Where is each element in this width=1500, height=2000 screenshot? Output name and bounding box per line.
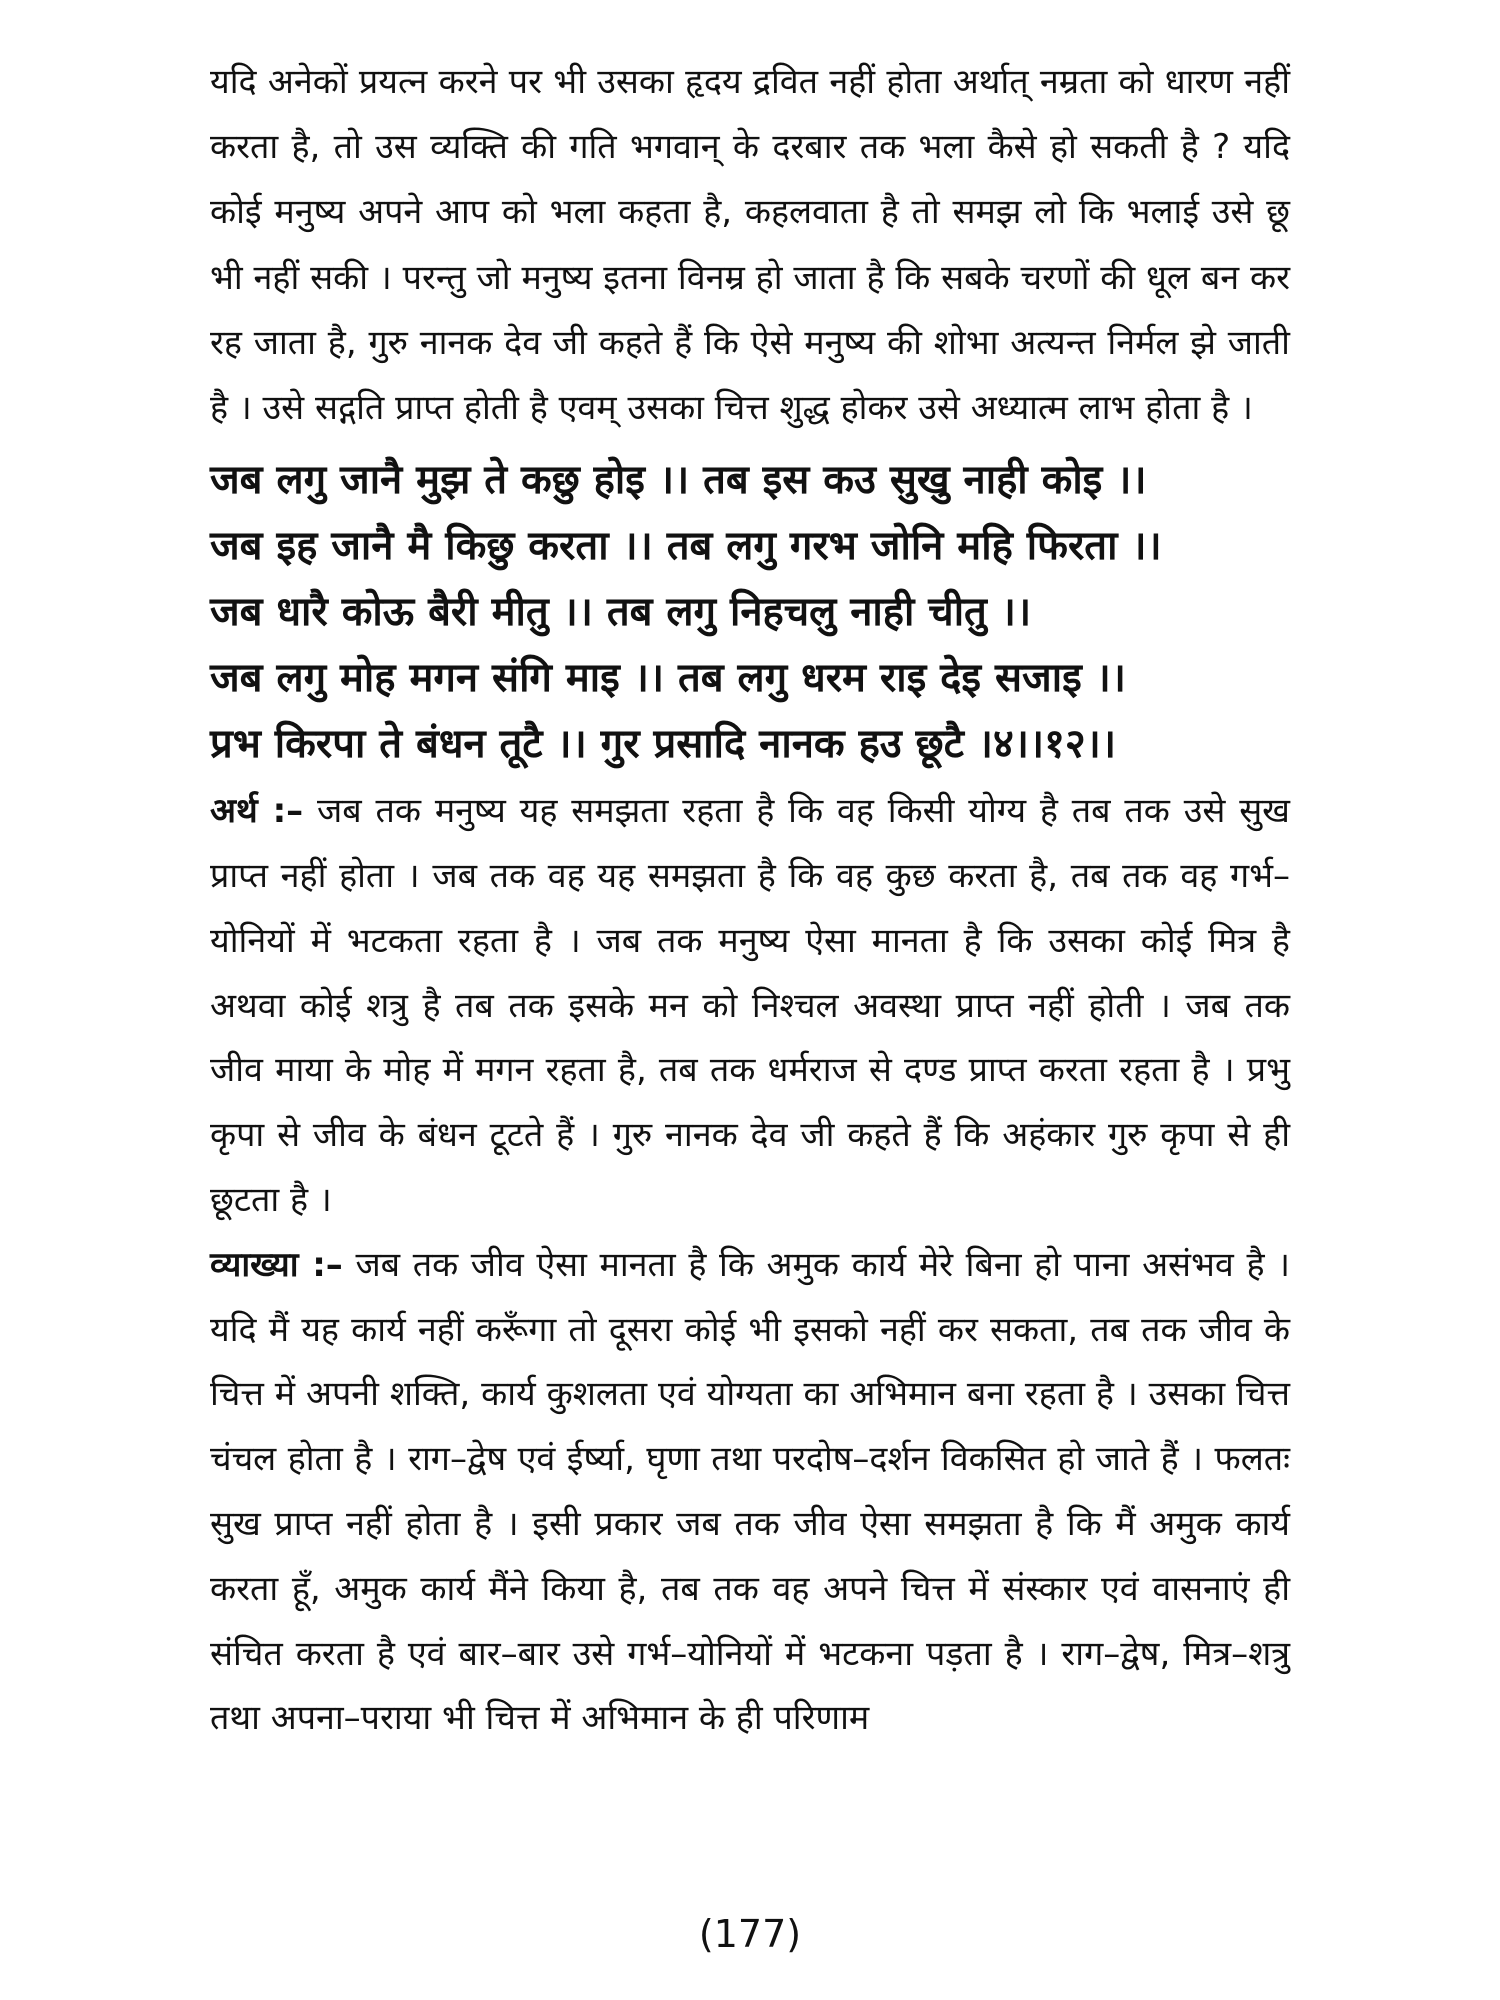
verse-line-3: जब धारै कोऊ बैरी मीतु ।। तब लगु निहचलु नाही चीतु ।।: [210, 589, 1032, 636]
verse-line-5: प्रभ किरपा ते बंधन तूटै ।। गुर प्रसादि नानक हउ छूटै ।४।।१२।।: [210, 721, 1116, 768]
intro-paragraph: यदि अनेकों प्रयत्न करने पर भी उसका हृदय द्रवित नहीं होता अर्थात् नम्रता को धारण नहीं करता है, तो उस व्यक्ति की गति भगवान् के दरबार तक भला कैसे हो सकती है ? यदि कोई मनुष्य अपने आप को भला कहता है, कहलवाता है तो समझ लो कि भलाई उसे छू भी नहीं सकी । परन्तु जो मनुष्य इतना विनम्र हो जाता है कि सबके चरणों की धूल बन कर रह जाता है, गुरु नानक देव जी कहते हैं कि ऐसे मनुष्य की शोभा अत्यन्त निर्मल झे जाती है । उसे सद्गति प्राप्त होती है एवम् उसका चित्त शुद्ध होकर उसे अध्यात्म लाभ होता है ।: [210, 62, 1290, 429]
verse-line-2: जब इह जानै मै किछु करता ।। तब लगु गरभ जोनि महि फिरता ।।: [210, 523, 1162, 570]
verse-line-4: जब लगु मोह मगन संगि माइ ।। तब लगु धरम राइ देइ सजाइ ।।: [210, 655, 1126, 702]
explanation-paragraph: [210, 1233, 1290, 1751]
meaning-paragraph: [210, 779, 1290, 1233]
explanation-label: व्याख्या :–: [210, 1244, 343, 1285]
meaning-label: अर्थ :–: [210, 791, 304, 832]
verse-line-1: जब लगु जानै मुझ ते कछु होइ ।। तब इस कउ सुखु नाही कोइ ।।: [210, 457, 1147, 504]
page-body: [210, 50, 1290, 1751]
explanation-text: जब तक जीव ऐसा मानता है कि अमुक कार्य मेरे बिना हो पाना असंभव है । यदि मैं यह कार्य नहीं करूँगा तो दूसरा कोई भी इसको नहीं कर सकता, तब तक जीव के चित्त में अपनी शक्ति, कार्य कुशलता एवं योग्यता का अभिमान बना रहता है । उसका चित्त चंचल होता है । राग–द्वेष एवं ईर्ष्या, घृणा तथा परदोष–दर्शन विकसित हो जाते हैं । फलतः सुख प्राप्त नहीं होता है । इसी प्रकार जब तक जीव ऐसा समझता है कि मैं अमुक कार्य करता हूँ, अमुक कार्य मैंने किया है, तब तक वह अपने चित्त में संस्कार एवं वासनाएं ही संचित करता है एवं बार–बार उसे गर्भ–योनियों में भटकना पड़ता है । राग–द्वेष, मित्र–शत्रु तथा अपना–पराया भी चित्त में अभिमान के ही परिणाम: [210, 1244, 1290, 1739]
verse-block: [210, 447, 1290, 777]
page-number: (177): [698, 1912, 802, 1956]
meaning-text: जब तक मनुष्य यह समझता रहता है कि वह किसी योग्य है तब तक उसे सुख प्राप्त नहीं होता । जब तक वह यह समझता है कि वह कुछ करता है, तब तक वह गर्भ–योनियों में भटकता रहता है । जब तक मनुष्य ऐसा मानता है कि उसका कोई मित्र है अथवा कोई शत्रु है तब तक इसके मन को निश्चल अवस्था प्राप्त नहीं होती । जब तक जीव माया के मोह में मगन रहता है, तब तक धर्मराज से दण्ड प्राप्त करता रहता है । प्रभु कृपा से जीव के बंधन टूटते हैं । गुरु नानक देव जी कहते हैं कि अहंकार गुरु कृपा से ही छूटता है ।: [210, 791, 1290, 1220]
